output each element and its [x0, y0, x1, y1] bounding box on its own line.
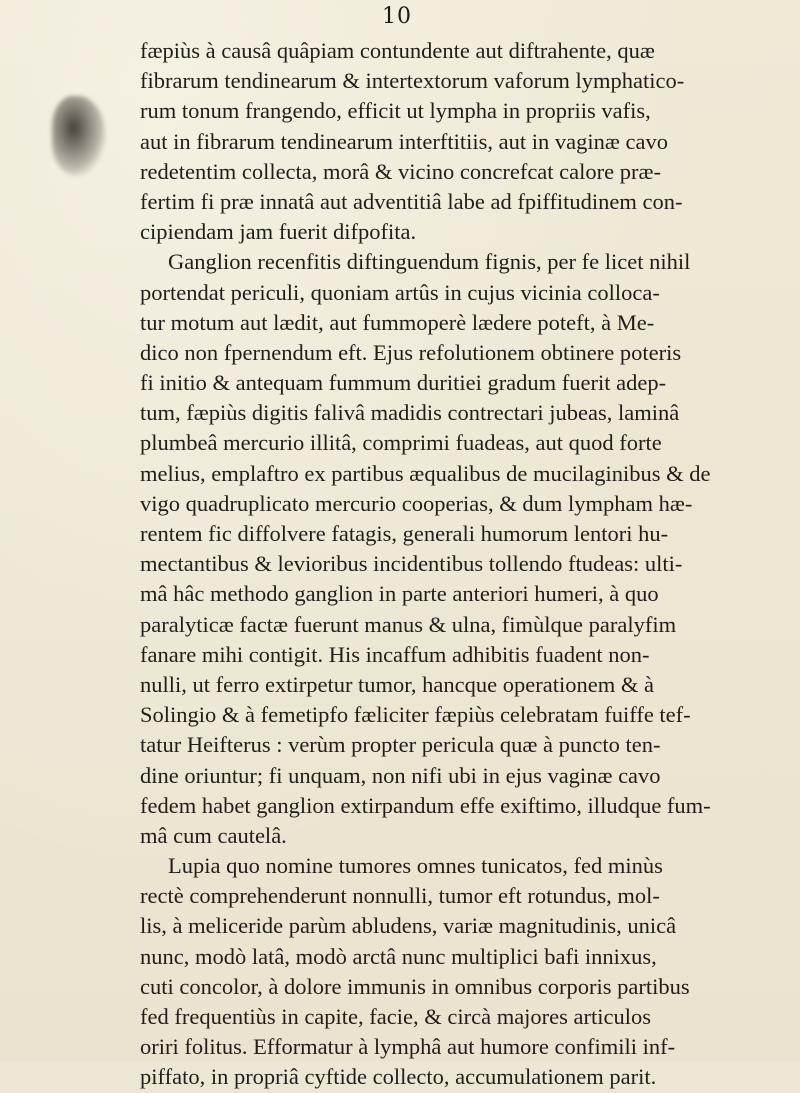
text-line: Solingio & à femetipfo fæliciter fæpiùs celebratam fuiffe tef- — [140, 702, 691, 728]
text-line: oriri folitus. Efformatur à lymphâ aut humore confimili inf- — [140, 1034, 676, 1060]
text-line: piffato, in propriâ cyftide collecto, accumulationem parit. — [140, 1064, 657, 1090]
text-line: plumbeâ mercurio illitâ, comprimi fuadeas, aut quod forte — [140, 430, 662, 456]
text-line: paralyticæ factæ fuerunt manus & ulna, fimùlque paralyfim — [140, 611, 677, 637]
page-number: 10 — [382, 4, 412, 29]
text-line: tum, fæpiùs digitis falivâ madidis contrectari jubeas, laminâ — [140, 400, 680, 426]
page-body-text — [140, 36, 780, 1093]
text-line: tur motum aut lædit, aut fummoperè lædere poteft, à Me- — [140, 309, 655, 335]
text-line: vigo quadruplicato mercurio cooperias, & dum lympham hæ- — [140, 490, 693, 516]
text-line: mâ hâc methodo ganglion in parte anteriori humeri, à quo — [140, 581, 659, 607]
text-line: fertim fi præ innatâ aut adventitiâ labe ad fpiffitudinem con- — [140, 188, 683, 214]
text-line: fæpiùs à causâ quâpiam contundente aut diftrahente, quæ — [140, 38, 655, 63]
text-line: portendat periculi, quoniam artûs in cujus vicinia colloca- — [140, 279, 660, 305]
paragraph-start-line: Lupia quo nomine tumores omnes tunicatos, fed minùs — [168, 853, 663, 879]
text-line: aut in fibrarum tendinearum interftitiis, aut in vaginæ cavo — [140, 128, 668, 154]
text-line: dine oriuntur; fi unquam, non nifi ubi in ejus vaginæ cavo — [140, 762, 661, 788]
paragraph-start-line: Ganglion recenfitis diftinguendum fignis, per fe licet nihil — [168, 249, 691, 275]
text-line: tatur Heifterus : verùm propter pericula quæ à puncto ten- — [140, 732, 661, 758]
text-line: fed frequentiùs in capite, facie, & circà majores articulos — [140, 1004, 652, 1029]
text-line: fi initio & antequam fummum duritiei gradum fuerit adep- — [140, 370, 667, 396]
text-line: rectè comprehenderunt nonnulli, tumor eft rotundus, mol- — [140, 883, 660, 909]
text-line: dico non fpernendum eft. Ejus refolutionem obtinere poteris — [140, 339, 682, 365]
text-line: melius, emplaftro ex partibus æqualibus de mucilaginibus & de — [140, 460, 711, 486]
text-line: mâ cum cautelâ. — [140, 822, 287, 848]
ink-stain — [52, 96, 106, 176]
text-line: rentem fic diffolvere fatagis, generali humorum lentori hu- — [140, 521, 669, 546]
text-line: cuti concolor, à dolore immunis in omnibus corporis partibus — [140, 973, 690, 999]
text-line: fedem habet ganglion extirpandum effe exiftimo, illudque fum- — [140, 792, 711, 818]
text-line: redetentim collecta, morâ & vicino concrefcat calore præ- — [140, 158, 661, 184]
text-line: nulli, ut ferro extirpetur tumor, hancque operationem & à — [140, 671, 654, 697]
text-line: cipiendam jam fuerit difpofita. — [140, 219, 417, 245]
text-line: rum tonum frangendo, efficit ut lympha in propriis vafis, — [140, 98, 651, 124]
text-line: mectantibus & levioribus incidentibus tollendo ftudeas: ulti- — [140, 551, 683, 577]
text-line: lis, à meliceride parùm abludens, variæ magnitudinis, unicâ — [140, 913, 677, 939]
text-line: fanare mihi contigit. His incaffum adhibitis fuadent non- — [140, 641, 650, 667]
text-line: fibrarum tendinearum & intertextorum vaforum lymphatico- — [140, 68, 685, 94]
text-line: nunc, modò latâ, modò arctâ nunc multiplici bafi innixus, — [140, 943, 657, 969]
